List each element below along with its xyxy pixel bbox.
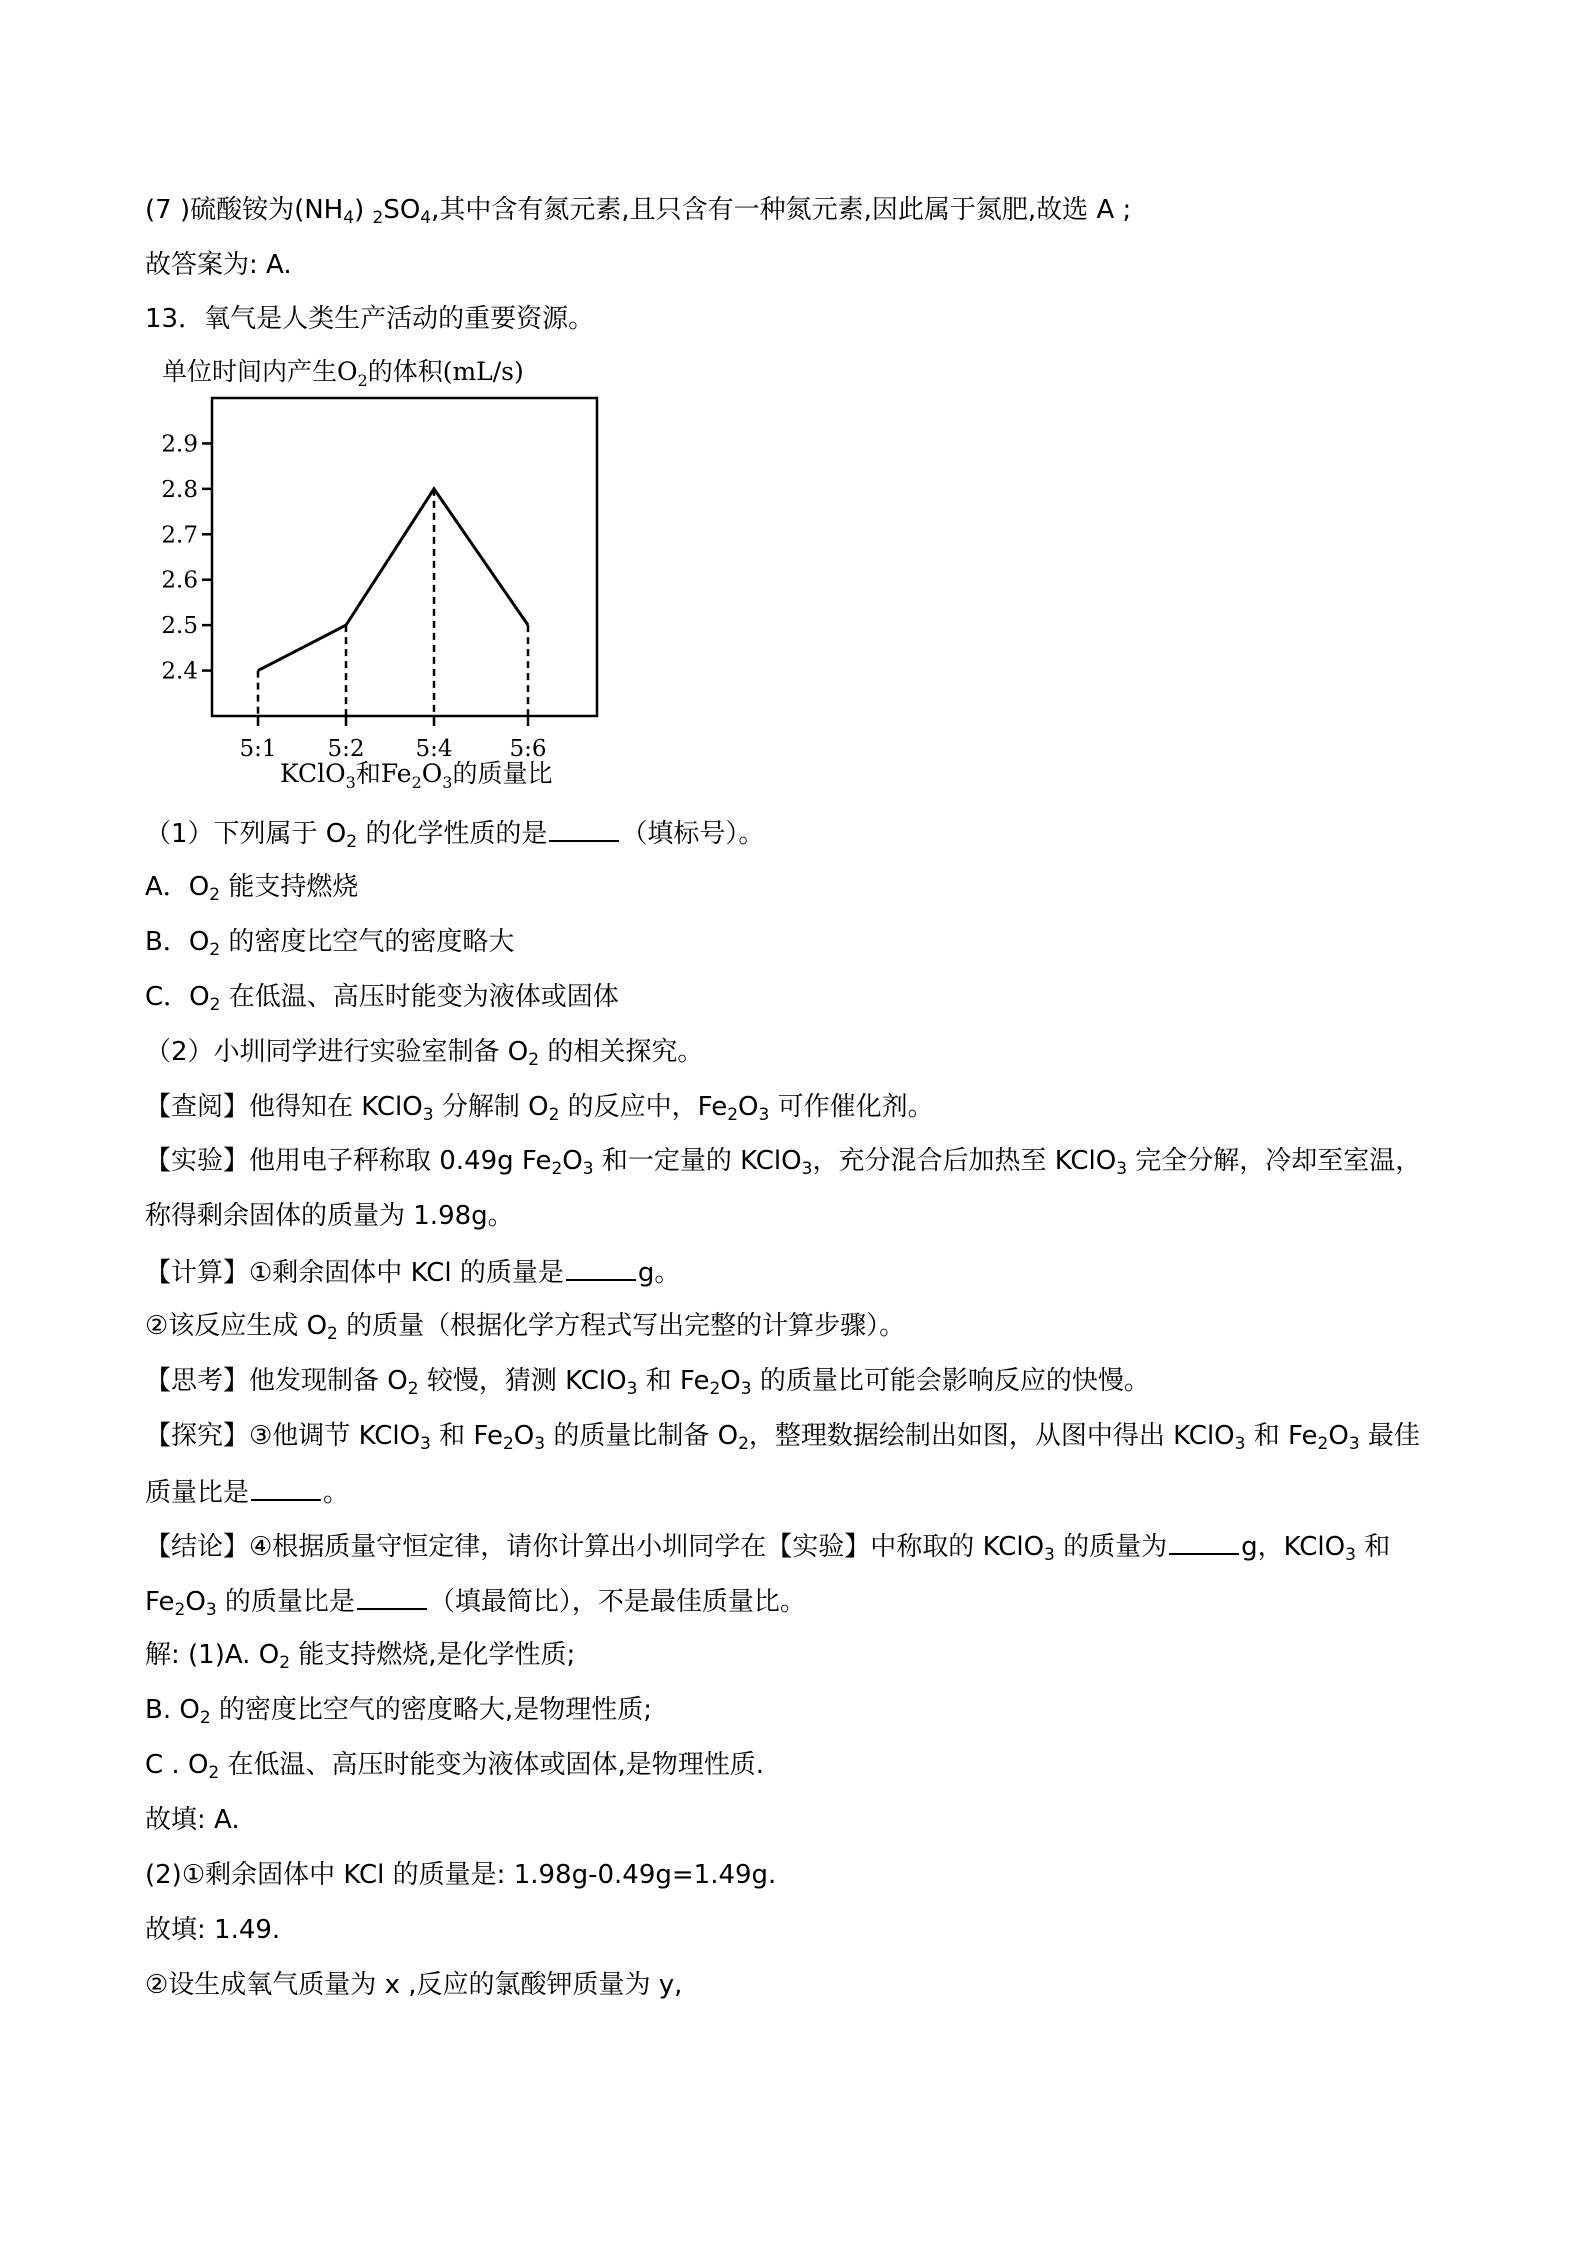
answer-blank <box>1169 1527 1239 1555</box>
answer-blank <box>566 1253 636 1281</box>
solution-line-2: B. $O_2$ 的密度比空气的密度略大,是物理性质; <box>145 1695 652 1728</box>
part-1-question: （1）下列属于 $O_2$ 的化学性质的是 （填标号）。 <box>145 814 764 852</box>
y-tick-label: 2.8 <box>161 476 198 503</box>
q7-result: 故答案为: A. <box>145 250 292 280</box>
explore-line-1: 【探究】③他调节 KClO$_3$ 和 $Fe_2O_3$ 的质量比制备 $O_2$，整理数据绘制出如图，从图中得出 KClO$_3$ 和 $Fe_2O_3$ 最佳 <box>145 1421 1420 1454</box>
chart-title: 单位时间内产生$O_2$的体积(mL/s) <box>162 357 524 390</box>
q7-answer-line: (7 )硫酸铵为$(NH_4)$ $_2SO_4$,其中含有氮元素,且只含有一种氮元素,因此属于氮肥,故选 A ; <box>145 195 1132 228</box>
solution-line-5: (2)①剩余固体中 KCl 的质量是: 1.98g-0.49g=1.49g. <box>145 1860 777 1890</box>
part-2-question: （2）小圳同学进行实验室制备 $O_2$ 的相关探究。 <box>145 1037 704 1070</box>
calc-line-1: 【计算】①剩余固体中 KCl 的质量是 g。 <box>145 1253 680 1291</box>
experiment-line-1: 【实验】他用电子秤称取 0.49g $Fe_2O_3$ 和一定量的 KClO$_3$，充分混合后加热至 KClO$_3$ 完全分解，冷却至室温， <box>145 1146 1422 1179</box>
y-tick-label: 2.9 <box>161 431 198 458</box>
explore-line-2: 质量比是 。 <box>145 1473 349 1511</box>
y-tick-label: 2.5 <box>161 613 198 640</box>
x-tick-label: 5:2 <box>327 736 365 762</box>
option-b: B．$O_2$ 的密度比空气的密度略大 <box>145 927 515 960</box>
conclusion-line-1: 【结论】④根据质量守恒定律，请你计算出小圳同学在【实验】中称取的 KClO$_3$ 的质量为 g，KClO$_3$ 和 <box>145 1527 1390 1565</box>
question-13-stem: 13．氧气是人类生产活动的重要资源。 <box>145 304 595 334</box>
x-tick-label: 5:6 <box>509 736 547 762</box>
series-line <box>258 489 528 671</box>
y-tick-label: 2.4 <box>161 658 198 685</box>
solution-line-7: ②设生成氧气质量为 x ,反应的氯酸钾质量为 y, <box>145 1970 683 2000</box>
solution-line-6: 故填: 1.49. <box>145 1915 281 1945</box>
option-a: A．$O_2$ 能支持燃烧 <box>145 872 359 905</box>
o2-rate-line-chart <box>150 350 600 790</box>
solution-line-4: 故填: A. <box>145 1805 240 1835</box>
solution-line-1: 解: (1)A. $O_2$ 能支持燃烧,是化学性质; <box>145 1640 576 1673</box>
conclusion-line-2: $Fe_2O_3$ 的质量比是 （填最简比），不是最佳质量比。 <box>145 1582 806 1620</box>
x-tick-label: 5:1 <box>239 736 277 762</box>
y-tick-label: 2.6 <box>161 567 198 594</box>
answer-blank <box>357 1582 427 1610</box>
y-tick-label: 2.7 <box>161 522 198 549</box>
lookup-line: 【查阅】他得知在 KClO$_3$ 分解制 $O_2$ 的反应中，$Fe_2O_3$ 可作催化剂。 <box>145 1092 934 1125</box>
x-tick-label: 5:4 <box>415 736 453 762</box>
plot-frame <box>212 398 597 716</box>
x-axis-label: KClO$_3$和$Fe_2O_3$的质量比 <box>280 759 553 790</box>
think-line: 【思考】他发现制备 $O_2$ 较慢，猜测 KClO$_3$ 和 $Fe_2O_3$ 的质量比可能会影响反应的快慢。 <box>145 1366 1150 1399</box>
answer-blank <box>549 814 619 842</box>
answer-blank <box>251 1473 321 1501</box>
option-c: C．$O_2$ 在低温、高压时能变为液体或固体 <box>145 982 619 1015</box>
experiment-line-2: 称得剩余固体的质量为 1.98g。 <box>145 1201 514 1231</box>
solution-line-3: C . $O_2$ 在低温、高压时能变为液体或固体,是物理性质. <box>145 1750 765 1783</box>
calc-line-2: ②该反应生成 $O_2$ 的质量（根据化学方程式写出完整的计算步骤）。 <box>145 1311 906 1344</box>
